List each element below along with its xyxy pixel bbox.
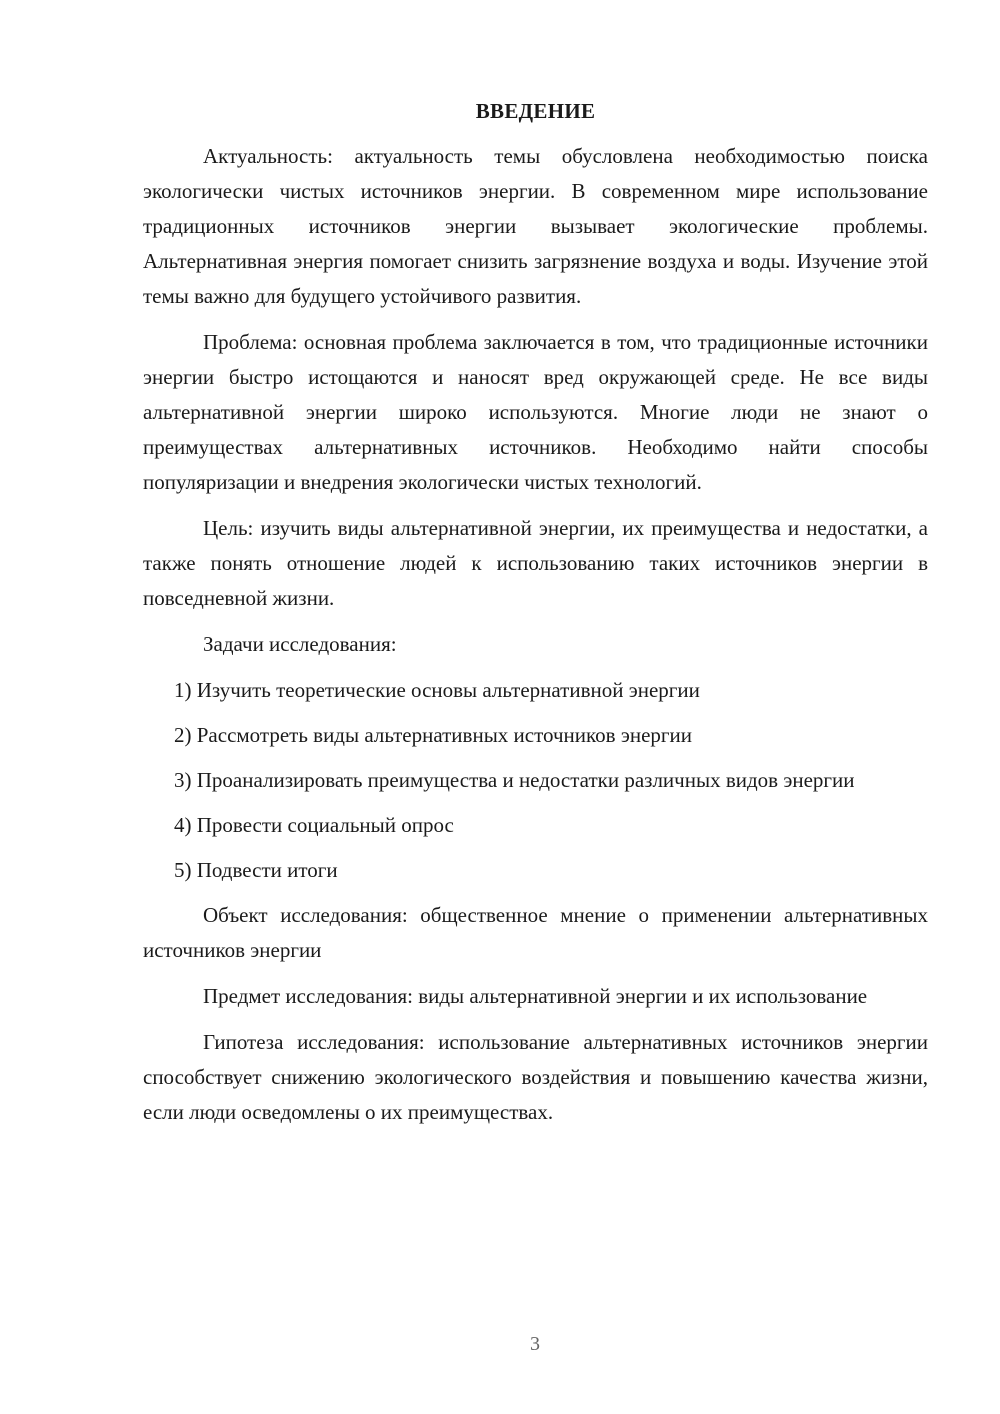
goal-paragraph: Цель: изучить виды альтернативной энергии, их преимущества и недостатки, а также понять отношение людей к использованию таких источников энергии в повседневной жизни.: [143, 516, 928, 610]
section-title: ВВЕДЕНИЕ: [475, 99, 596, 123]
document-page: [143, 95, 928, 1141]
task-item-3: 3) Проанализировать преимущества и недостатки различных видов энергии: [174, 768, 855, 792]
object-paragraph: Объект исследования: общественное мнение о применении альтернативных источников энергии: [143, 903, 928, 962]
tasks-heading: Задачи исследования:: [203, 632, 397, 656]
hypothesis-paragraph: Гипотеза исследования: использование альтернативных источников энергии способствует снижению экологического воздействия и повышению качества жизни, если люди осведомлены о их преимуществах.: [143, 1030, 928, 1124]
task-item-4: 4) Провести социальный опрос: [174, 813, 454, 837]
problem-paragraph: Проблема: основная проблема заключается в том, что традиционные источники энергии быстро истощаются и наносят вред окружающей среде. Не все виды альтернативной энергии широко используются. Многие люди не знают о преимуществах альтернативных источников. Необходимо найти способы популяризации и внедрения экологически чистых технологий.: [143, 330, 928, 494]
task-item-1: 1) Изучить теоретические основы альтернативной энергии: [174, 678, 700, 702]
relevance-paragraph: Актуальность: актуальность темы обусловлена необходимостью поиска экологически чистых источников энергии. В современном мире использование традиционных источников энергии вызывает экологические проблемы. Альтернативная энергия помогает снизить загрязнение воздуха и воды. Изучение этой темы важно для будущего устойчивого развития.: [143, 144, 928, 308]
task-item-5: 5) Подвести итоги: [174, 858, 338, 882]
tasks-list: [143, 673, 928, 888]
subject-paragraph: Предмет исследования: виды альтернативной энергии и их использование: [203, 984, 868, 1008]
page-number: 3: [530, 1333, 540, 1355]
task-item-2: 2) Рассмотреть виды альтернативных источников энергии: [174, 723, 692, 747]
